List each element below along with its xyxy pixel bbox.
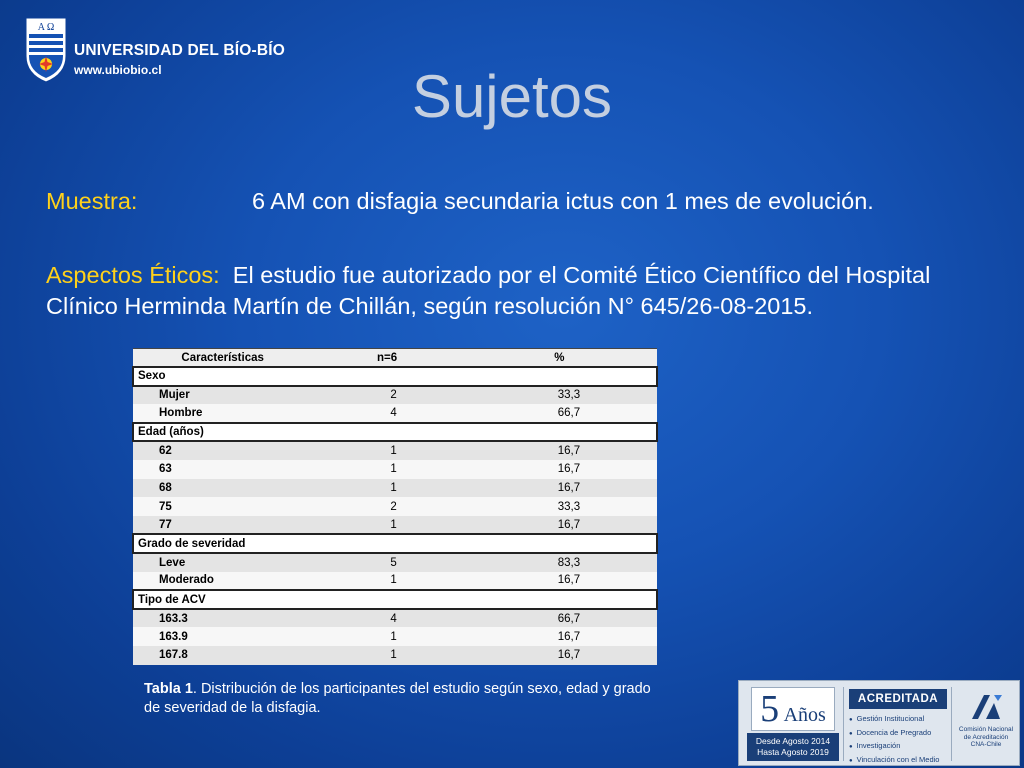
table-header-row xyxy=(133,349,657,368)
characteristic-cell: 63 xyxy=(133,460,312,479)
table-row xyxy=(133,627,657,646)
agency-line-3: CNA-Chile xyxy=(970,741,1002,748)
category-row xyxy=(133,367,657,386)
percent-cell: 16,7 xyxy=(462,479,657,498)
percent-cell: 66,7 xyxy=(462,404,657,423)
category-label: Sexo xyxy=(133,367,312,386)
years-number: 5 xyxy=(760,688,780,730)
empty-cell xyxy=(462,590,657,609)
slide-title: Sujetos xyxy=(411,63,613,130)
cna-mark-icon xyxy=(968,691,1004,721)
percent-cell: 16,7 xyxy=(462,627,657,646)
accreditation-areas xyxy=(849,713,939,767)
count-cell: 1 xyxy=(312,441,461,460)
area-item: ● Docencia de Pregrado xyxy=(849,727,939,741)
category-label: Tipo de ACV xyxy=(133,590,312,609)
count-cell: 5 xyxy=(312,553,461,572)
table-row xyxy=(133,609,657,628)
agency-line-2: de Acreditación xyxy=(963,733,1009,741)
percent-cell: 83,3 xyxy=(462,553,657,572)
header-cell: Características xyxy=(133,349,312,368)
table-caption xyxy=(144,680,664,718)
university-website: www.ubiobio.cl xyxy=(74,63,162,77)
accreditation-dates xyxy=(747,733,839,761)
count-cell: 2 xyxy=(312,386,461,405)
ethics-paragraph xyxy=(46,260,946,322)
count-cell: 1 xyxy=(312,479,461,498)
percent-cell: 33,3 xyxy=(462,386,657,405)
empty-cell xyxy=(312,534,461,553)
characteristic-cell: Leve xyxy=(133,553,312,572)
caption-prefix: Tabla 1 xyxy=(144,681,193,697)
accreditation-since: Desde Agosto 2014 xyxy=(755,736,831,746)
shield-glyphs: Α Ω xyxy=(37,22,55,33)
accreditation-until: Hasta Agosto 2019 xyxy=(757,747,829,757)
badge-divider xyxy=(951,687,952,761)
count-cell: 1 xyxy=(312,460,461,479)
percent-cell: 16,7 xyxy=(462,516,657,535)
table-row xyxy=(133,460,657,479)
empty-cell xyxy=(312,423,461,442)
count-cell: 1 xyxy=(312,572,461,591)
characteristic-cell: 62 xyxy=(133,441,312,460)
participants-table xyxy=(132,348,658,665)
table-row xyxy=(133,497,657,516)
count-cell: 1 xyxy=(312,646,461,665)
count-cell: 1 xyxy=(312,627,461,646)
table-row xyxy=(133,404,657,423)
percent-cell: 66,7 xyxy=(462,609,657,628)
empty-cell xyxy=(312,590,461,609)
table-row xyxy=(133,572,657,591)
table-row xyxy=(133,516,657,535)
accredited-label: ACREDITADA xyxy=(849,689,947,709)
caption-text: . Distribución de los participantes del estudio según sexo, edad y grado de severidad de la disfagia. xyxy=(144,681,651,716)
badge-divider xyxy=(843,687,844,761)
years-box xyxy=(751,687,835,731)
muestra-text: 6 AM con disfagia secundaria ictus con 1 mes de evolución. xyxy=(252,188,874,214)
area-item: ● Investigación xyxy=(849,740,939,754)
category-row xyxy=(133,534,657,553)
muestra-paragraph xyxy=(46,186,946,217)
table-row xyxy=(133,553,657,572)
percent-cell: 16,7 xyxy=(462,460,657,479)
empty-cell xyxy=(462,423,657,442)
header-cell: n=6 xyxy=(312,349,461,368)
table-row xyxy=(133,441,657,460)
category-row xyxy=(133,590,657,609)
ethics-text: El estudio fue autorizado por el Comité Ético Científico del Hospital Clínico Herminda Martín de Chillán, según resolución N° 645/26-08-2015. xyxy=(46,262,931,319)
cna-logo xyxy=(955,687,1017,761)
empty-cell xyxy=(462,534,657,553)
count-cell: 2 xyxy=(312,497,461,516)
category-label: Edad (años) xyxy=(133,423,312,442)
category-row xyxy=(133,423,657,442)
characteristic-cell: Mujer xyxy=(133,386,312,405)
table-row xyxy=(133,479,657,498)
accreditation-badge xyxy=(738,680,1020,766)
area-item: ● Vinculación con el Medio xyxy=(849,754,939,768)
count-cell: 4 xyxy=(312,404,461,423)
percent-cell: 16,7 xyxy=(462,572,657,591)
muestra-label: Muestra: xyxy=(46,188,138,214)
header-cell: % xyxy=(462,349,657,368)
category-label: Grado de severidad xyxy=(133,534,312,553)
percent-cell: 16,7 xyxy=(462,646,657,665)
empty-cell xyxy=(462,367,657,386)
ethics-label: Aspectos Éticos: xyxy=(46,262,220,288)
characteristic-cell: 68 xyxy=(133,479,312,498)
characteristic-cell: Hombre xyxy=(133,404,312,423)
characteristic-cell: 167.8 xyxy=(133,646,312,665)
percent-cell: 33,3 xyxy=(462,497,657,516)
characteristic-cell: 77 xyxy=(133,516,312,535)
table-row xyxy=(133,386,657,405)
count-cell: 1 xyxy=(312,516,461,535)
characteristic-cell: 75 xyxy=(133,497,312,516)
area-item: ● Gestión Institucional xyxy=(849,713,939,727)
percent-cell: 16,7 xyxy=(462,441,657,460)
count-cell: 4 xyxy=(312,609,461,628)
characteristic-cell: Moderado xyxy=(133,572,312,591)
empty-cell xyxy=(312,367,461,386)
table-row xyxy=(133,646,657,665)
agency-line-1: Comisión Nacional xyxy=(958,726,1014,733)
characteristic-cell: 163.3 xyxy=(133,609,312,628)
years-label: Años xyxy=(783,704,826,726)
characteristic-cell: 163.9 xyxy=(133,627,312,646)
university-name: UNIVERSIDAD DEL BÍO-BÍO xyxy=(74,42,285,59)
